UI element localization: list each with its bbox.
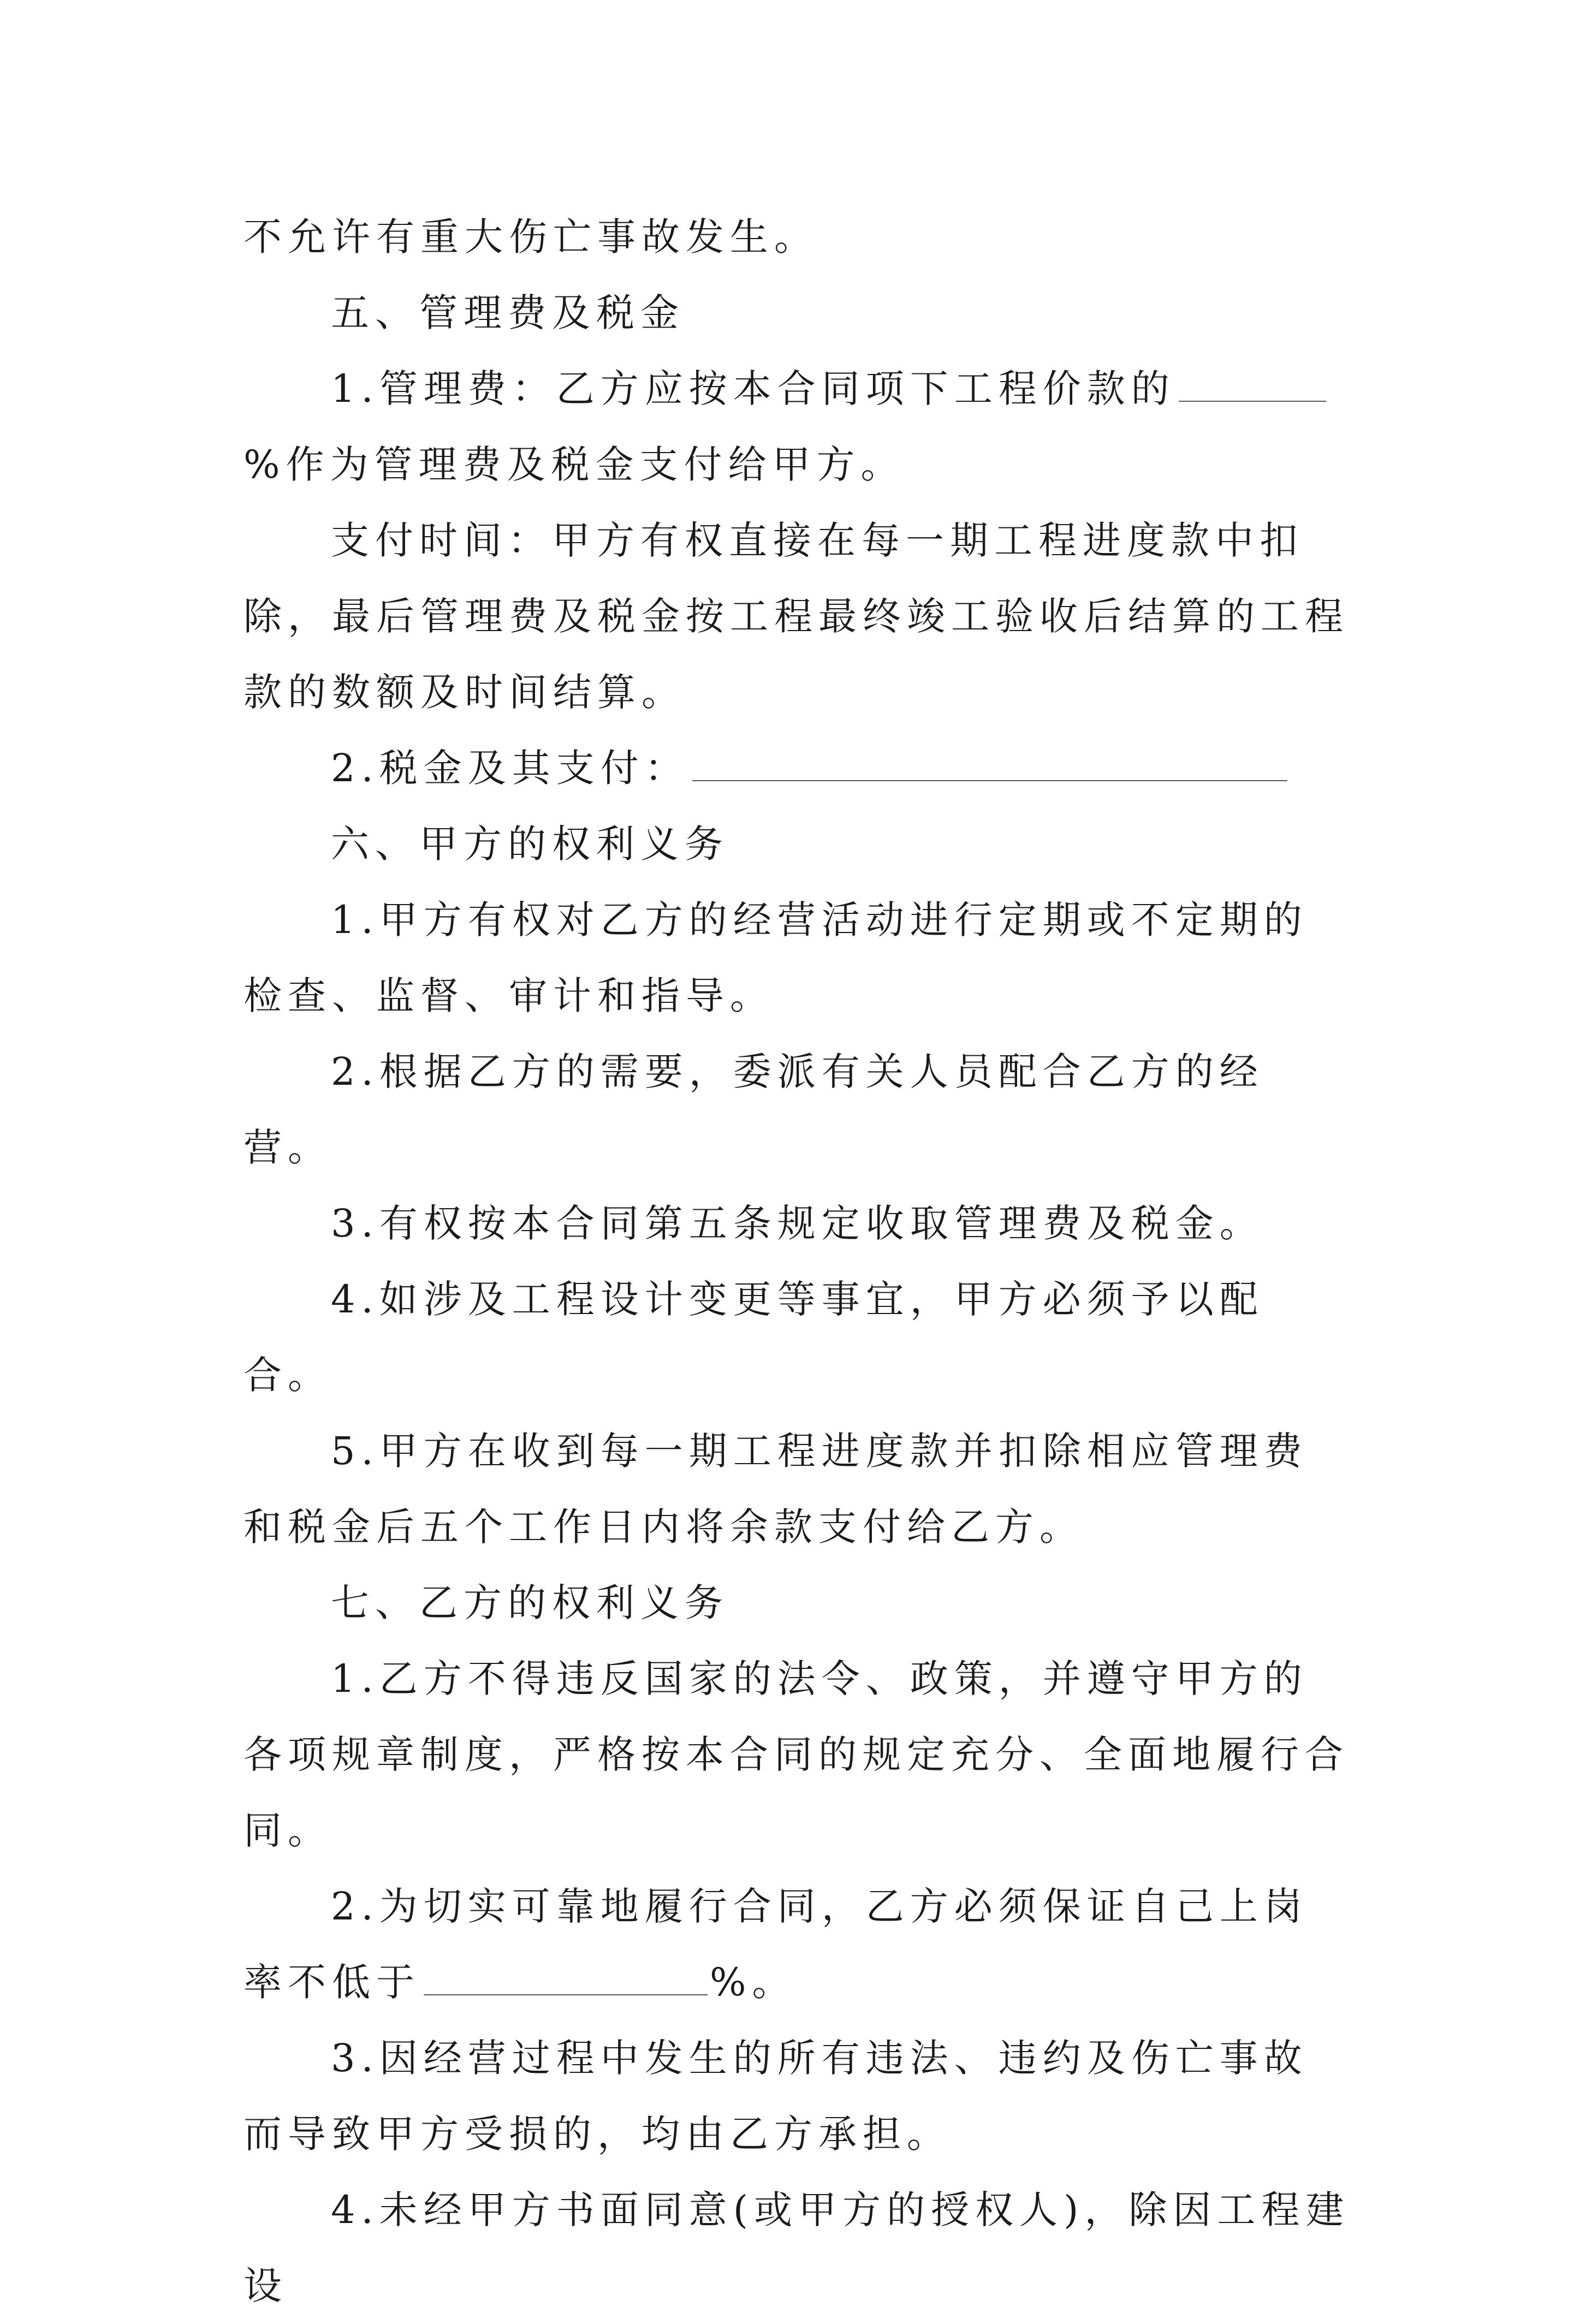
paragraph-party-a-remit-balance: 5.甲方在收到每一期工程进度款并扣除相应管理费和税金后五个工作日内将余款支付给乙方。: [243, 1429, 1308, 1549]
paragraph-payment-time: 支付时间：甲方有权直接在每一期工程进度款中扣除，最后管理费及税金按工程最终竣工验收后结算的工程款的数额及时间结算。: [243, 518, 1349, 715]
management-fee-text-after: %作为管理费及税金支付给甲方。: [243, 442, 905, 487]
paragraph-party-b-consent: 4.未经甲方书面同意(或甲方的授权人)，除因工程建设: [243, 2188, 1350, 2308]
heading-section-5: 五、管理费及税金: [331, 290, 685, 335]
paragraph-party-b-compliance: 1.乙方不得违反国家的法令、政策，并遵守甲方的各项规章制度，严格按本合同的规定充分、全面地履行合同。: [243, 1656, 1349, 1853]
management-fee-percent-blank[interactable]: [1179, 367, 1326, 402]
paragraph-management-fee: [243, 351, 1352, 503]
heading-section-6: 六、甲方的权利义务: [331, 822, 729, 866]
tax-payment-label: 2.税金及其支付：: [331, 746, 689, 790]
paragraph-party-a-inspection: 1.甲方有权对乙方的经营活动进行定期或不定期的检查、监督、审计和指导。: [243, 897, 1308, 1018]
paragraph-party-b-attendance: [243, 1869, 1352, 2020]
paragraph-tax-payment: [243, 730, 1352, 806]
paragraph-party-a-collect-fee: 3.有权按本合同第五条规定收取管理费及税金。: [331, 1201, 1264, 1246]
paragraph-party-b-liability: 3.因经营过程中发生的所有违法、违约及伤亡事故而导致甲方受损的，均由乙方承担。: [243, 2036, 1308, 2156]
tax-payment-blank[interactable]: [692, 746, 1287, 781]
attendance-text-before: 2.为切实可靠地履行合同，乙方必须保证自己上岗率不低于: [243, 1884, 1308, 2005]
management-fee-text-before: 1.管理费：乙方应按本合同项下工程价款的: [331, 366, 1175, 411]
paragraph-party-a-design-change: 4.如涉及工程设计变更等事宜，甲方必须予以配合。: [243, 1277, 1264, 1398]
contract-body: [243, 199, 1352, 2324]
paragraph-party-a-assign-staff: 2.根据乙方的需要，委派有关人员配合乙方的经营。: [243, 1049, 1264, 1170]
attendance-text-after: %。: [710, 1960, 797, 2005]
attendance-rate-blank[interactable]: [424, 1960, 708, 1995]
heading-section-7: 七、乙方的权利义务: [331, 1580, 729, 1625]
paragraph-accident-clause: 不允许有重大伤亡事故发生。: [243, 215, 818, 259]
